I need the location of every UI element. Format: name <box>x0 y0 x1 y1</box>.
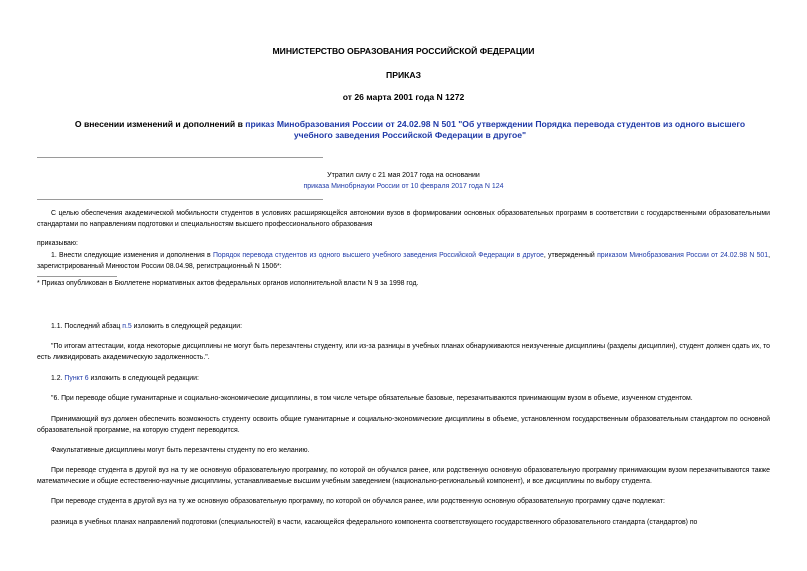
date-number-heading: от 26 марта 2001 года N 1272 <box>342 92 465 102</box>
order-501-link[interactable]: приказом Минобразования России от 24.02.98 N 501 <box>597 252 769 259</box>
status-line: Утратил силу с 21 мая 2017 года на основании <box>327 172 480 179</box>
item-1-1-suffix: изложить в следующей редакции: <box>131 323 243 330</box>
optional-disciplines-paragraph: Факультативные дисциплины могут быть перезачтены студенту по его желанию. <box>51 447 310 454</box>
item-1-1 <box>37 322 770 333</box>
intro-paragraph: С целью обеспечения академической мобильности студентов в условиях расширяющейся автономии вузов в формировании основных образовательных программ в соответствии с государственными образовательными стандартами по направлениям подготовки и специальностям высшего профессионального образования <box>37 210 770 228</box>
repeal-order-link[interactable]: приказа Минобрнауки России от 10 февраля 2017 года N 124 <box>303 183 504 190</box>
item-1-2 <box>37 374 770 385</box>
item-1-1-prefix: 1.1. Последний абзац <box>51 323 123 330</box>
point-6-link[interactable]: Пункт 6 <box>64 375 89 382</box>
prikazyvayu: приказываю: <box>37 240 78 247</box>
point-5-link[interactable]: п.5 <box>122 323 132 330</box>
curriculum-difference-paragraph: разница в учебных планах направлений подготовки (специальностей) в части, касающейся федерального компонента соответствующего государственного образовательного стандарта (стандартов) по <box>51 519 698 526</box>
title-prefix: О внесении изменений и дополнений в <box>74 119 246 129</box>
receiving-university-paragraph: Принимающий вуз должен обеспечить возможность студенту освоить общие гуманитарные и социально-экономические дисциплины в объеме, установленном государственным образовательным стандартом по основной образовательной программе, на которую студент переводится. <box>37 416 770 434</box>
point-6-paragraph: "6. При переводе общие гуманитарные и социально-экономические дисциплины, в том числе четыре обязательные базовые, перезачитываются принимающим вузом в объеме, изученном студентом. <box>51 395 693 402</box>
item-1-2-suffix: изложить в следующей редакции: <box>88 375 199 382</box>
item-1-prefix: 1. Внести следующие изменения и дополнения в <box>51 252 213 259</box>
ministry-heading: МИНИСТЕРСТВО ОБРАЗОВАНИЯ РОССИЙСКОЙ ФЕДЕРАЦИИ <box>272 46 535 56</box>
item-1 <box>37 251 770 272</box>
footnote: * Приказ опубликован в Бюллетене нормативных актов федеральных органов исполнительной власти N 9 за 1998 год. <box>37 280 419 287</box>
exam-paragraph: При переводе студента в другой вуз на ту же основную образовательную программу, по которой он обучался ранее, или родственную основную образовательную программу сдаче подлежат: <box>51 498 665 505</box>
item-1-1-quote: "По итогам аттестации, когда некоторые дисциплины не могут быть перезачтены студенту, или из-за разницы в учебных планах обнаруживаются неизученные дисциплины (разделы дисциплин), студент должен сдать их, то есть ликвидировать академическую задолженность.". <box>37 343 770 361</box>
doc-type-heading: ПРИКАЗ <box>386 70 421 80</box>
document-title <box>70 119 750 141</box>
item-1-suffix: , зарегистрированный Минюстом России 08.04.98, регистрационный N 1506*: <box>37 252 771 270</box>
footnote-rule <box>37 276 117 277</box>
divider-top <box>37 157 323 158</box>
divider-bottom <box>37 199 323 200</box>
title-link[interactable]: приказ Минобразования России от 24.02.98 N 501 "Об утверждении Порядка перевода студентов из одного высшего учебного заведения Российской Федерации в другое" <box>245 119 746 140</box>
item-1-2-prefix: 1.2. <box>51 375 65 382</box>
status-link-line <box>0 183 807 190</box>
item-1-mid: , утвержденный <box>543 252 598 259</box>
same-program-paragraph: При переводе студента в другой вуз на ту же основную образовательную программу, по которой он обучался ранее, или родственную основную образовательную программу принимающим вузом перезачитываются также математические и общие естественно-научные дисциплины, устанавливаемые высшим учебным заведением (национально-региональный компонент), и все дисциплины по выбору студента. <box>37 467 770 485</box>
procedure-link[interactable]: Порядок перевода студентов из одного высшего учебного заведения Российской Федерации в другое <box>212 252 544 259</box>
